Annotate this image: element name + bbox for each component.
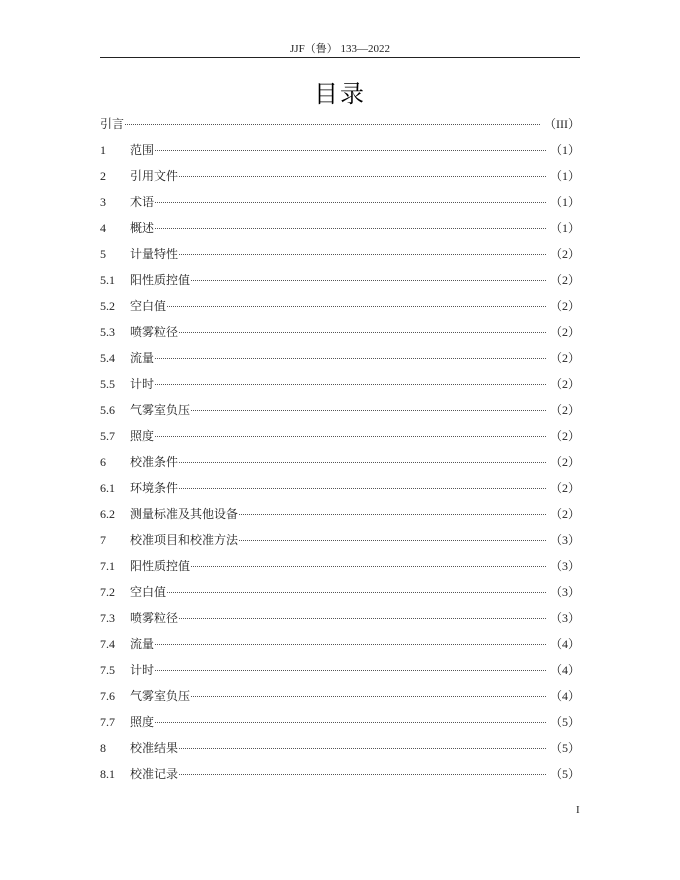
toc-entry-label: 计时	[130, 663, 155, 677]
toc-dot-leader	[155, 670, 546, 671]
toc-entry-page: （3）	[549, 585, 580, 599]
toc-entry-number: 7.4	[100, 637, 115, 651]
toc-entry-number: 8.1	[100, 767, 115, 781]
toc-entry-page: （2）	[549, 325, 580, 339]
toc-dot-leader	[155, 384, 546, 385]
toc-entry[interactable]	[100, 661, 580, 687]
toc-entry-page: （3）	[549, 533, 580, 547]
toc-entry-number: 5	[100, 247, 106, 261]
toc-dot-leader	[155, 436, 546, 437]
toc-entry[interactable]	[100, 505, 580, 531]
toc-entry[interactable]	[100, 557, 580, 583]
toc-entry-label: 阳性质控值	[130, 273, 191, 287]
toc-entry[interactable]	[100, 219, 580, 245]
toc-entry-number: 7.6	[100, 689, 115, 703]
toc-dot-leader	[125, 124, 540, 125]
toc-entry-label: 照度	[130, 429, 155, 443]
toc-dot-leader	[179, 748, 546, 749]
toc-entry[interactable]	[100, 453, 580, 479]
toc-entry-page: （4）	[549, 689, 580, 703]
toc-dot-leader	[179, 254, 546, 255]
toc-dot-leader	[179, 462, 546, 463]
toc-entry-label: 计量特性	[130, 247, 179, 261]
toc-dot-leader	[239, 514, 546, 515]
table-of-contents	[100, 115, 580, 791]
toc-entry-number: 7.2	[100, 585, 115, 599]
toc-entry-page: （5）	[549, 715, 580, 729]
toc-entry[interactable]	[100, 115, 580, 141]
toc-entry-number: 5.5	[100, 377, 115, 391]
toc-entry-page: （3）	[549, 611, 580, 625]
toc-entry-label: 气雾室负压	[130, 403, 191, 417]
toc-entry-label: 空白值	[130, 299, 167, 313]
header-rule	[100, 57, 580, 58]
toc-entry-page: （3）	[549, 559, 580, 573]
toc-entry-label: 范围	[130, 143, 155, 157]
toc-entry[interactable]	[100, 401, 580, 427]
toc-dot-leader	[167, 592, 546, 593]
toc-dot-leader	[179, 774, 546, 775]
toc-entry-page: （1）	[549, 169, 580, 183]
toc-entry-number: 7.5	[100, 663, 115, 677]
toc-entry-number: 5.7	[100, 429, 115, 443]
toc-entry-page: （2）	[549, 403, 580, 417]
toc-entry[interactable]	[100, 635, 580, 661]
toc-dot-leader	[179, 332, 546, 333]
toc-dot-leader	[167, 306, 546, 307]
toc-entry-number: 6.1	[100, 481, 115, 495]
toc-entry-label: 环境条件	[130, 481, 179, 495]
toc-dot-leader	[155, 150, 546, 151]
toc-entry-number: 6	[100, 455, 106, 469]
toc-entry-number: 5.6	[100, 403, 115, 417]
toc-entry-page: （2）	[549, 247, 580, 261]
toc-entry-number: 5.3	[100, 325, 115, 339]
toc-entry-page: （1）	[549, 143, 580, 157]
toc-dot-leader	[179, 618, 546, 619]
toc-entry-label: 喷雾粒径	[130, 611, 179, 625]
toc-entry-page: （1）	[549, 195, 580, 209]
toc-entry-label: 引用文件	[130, 169, 179, 183]
toc-entry[interactable]	[100, 583, 580, 609]
toc-entry[interactable]	[100, 609, 580, 635]
toc-dot-leader	[191, 696, 546, 697]
toc-dot-leader	[155, 228, 546, 229]
toc-entry-label: 术语	[130, 195, 155, 209]
toc-entry[interactable]	[100, 349, 580, 375]
toc-entry-label: 流量	[130, 637, 155, 651]
toc-dot-leader	[155, 358, 546, 359]
toc-entry-page: （2）	[549, 351, 580, 365]
toc-entry[interactable]	[100, 323, 580, 349]
toc-entry-number: 7.1	[100, 559, 115, 573]
toc-entry-label: 校准条件	[130, 455, 179, 469]
toc-dot-leader	[191, 410, 546, 411]
toc-entry-label: 计时	[130, 377, 155, 391]
toc-entry[interactable]	[100, 193, 580, 219]
toc-entry-label: 校准记录	[130, 767, 179, 781]
toc-entry-page: （4）	[549, 637, 580, 651]
toc-entry-page: （2）	[549, 481, 580, 495]
toc-entry-number: 8	[100, 741, 106, 755]
toc-dot-leader	[179, 488, 546, 489]
toc-entry[interactable]	[100, 765, 580, 791]
toc-entry-number: 5.2	[100, 299, 115, 313]
toc-dot-leader	[191, 566, 546, 567]
toc-entry-page: （1）	[549, 221, 580, 235]
toc-entry-label: 空白值	[130, 585, 167, 599]
toc-entry[interactable]	[100, 739, 580, 765]
toc-entry-page: （III）	[544, 117, 580, 131]
toc-entry-number: 6.2	[100, 507, 115, 521]
toc-entry-label: 校准项目和校准方法	[130, 533, 239, 547]
toc-entry-page: （5）	[549, 741, 580, 755]
toc-entry[interactable]	[100, 245, 580, 271]
toc-entry-page: （2）	[549, 377, 580, 391]
toc-entry-label: 气雾室负压	[130, 689, 191, 703]
toc-entry-page: （2）	[549, 429, 580, 443]
toc-entry[interactable]	[100, 713, 580, 739]
toc-entry[interactable]	[100, 297, 580, 323]
toc-entry[interactable]	[100, 271, 580, 297]
toc-dot-leader	[239, 540, 546, 541]
running-header: JJF（鲁） 133—2022	[290, 43, 390, 55]
toc-entry-number: 7.3	[100, 611, 115, 625]
toc-entry[interactable]	[100, 167, 580, 193]
toc-entry[interactable]	[100, 427, 580, 453]
toc-entry-page: （2）	[549, 455, 580, 469]
toc-entry-page: （2）	[549, 273, 580, 287]
toc-entry-number: 5.4	[100, 351, 115, 365]
toc-dot-leader	[179, 176, 546, 177]
toc-entry-label: 测量标准及其他设备	[130, 507, 239, 521]
toc-dot-leader	[155, 202, 546, 203]
toc-dot-leader	[155, 644, 546, 645]
toc-entry-page: （5）	[549, 767, 580, 781]
toc-entry-number: 3	[100, 195, 106, 209]
toc-dot-leader	[155, 722, 546, 723]
toc-entry-page: （4）	[549, 663, 580, 677]
toc-entry-label: 喷雾粒径	[130, 325, 179, 339]
toc-entry-number: 1	[100, 143, 106, 157]
page-number: I	[576, 804, 580, 816]
toc-entry-page: （2）	[549, 299, 580, 313]
toc-entry-number: 7	[100, 533, 106, 547]
toc-entry[interactable]	[100, 687, 580, 713]
toc-entry-label: 校准结果	[130, 741, 179, 755]
toc-entry-label: 流量	[130, 351, 155, 365]
toc-entry[interactable]	[100, 375, 580, 401]
toc-entry[interactable]	[100, 141, 580, 167]
toc-entry-label: 引言	[100, 117, 125, 131]
toc-entry-number: 7.7	[100, 715, 115, 729]
toc-dot-leader	[191, 280, 546, 281]
toc-entry-label: 概述	[130, 221, 155, 235]
toc-entry-page: （2）	[549, 507, 580, 521]
toc-entry[interactable]	[100, 479, 580, 505]
toc-entry-number: 5.1	[100, 273, 115, 287]
toc-entry-number: 4	[100, 221, 106, 235]
page-title: 目录	[314, 80, 366, 108]
toc-entry-label: 阳性质控值	[130, 559, 191, 573]
toc-entry[interactable]	[100, 531, 580, 557]
toc-entry-label: 照度	[130, 715, 155, 729]
toc-entry-number: 2	[100, 169, 106, 183]
